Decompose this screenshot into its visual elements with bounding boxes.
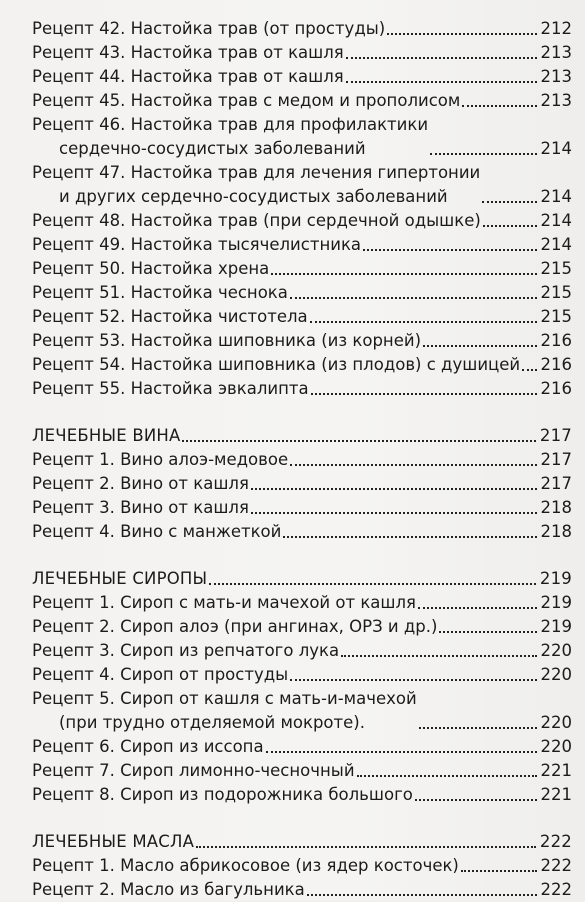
section-heading-title: ЛЕЧЕБНЫЕ СИРОПЫ bbox=[32, 569, 208, 588]
dot-leader bbox=[209, 583, 536, 585]
toc-entry bbox=[32, 496, 572, 520]
page-number: 213 bbox=[540, 67, 572, 86]
toc-entry bbox=[32, 353, 572, 377]
page-number: 220 bbox=[540, 665, 572, 684]
dot-leader bbox=[423, 345, 536, 347]
page-number: 215 bbox=[540, 283, 572, 302]
dot-leader bbox=[357, 775, 537, 777]
dot-leader bbox=[346, 81, 537, 83]
entry-continuation-line: и других сердечно-сосудистых заболеваний bbox=[59, 187, 448, 206]
dot-leader bbox=[251, 512, 537, 514]
toc-entry bbox=[32, 663, 572, 687]
entry-title bbox=[32, 353, 520, 377]
entry-line: Рецепт 52. Настойка чистотела bbox=[32, 307, 308, 326]
dot-leader bbox=[290, 297, 537, 299]
entry-line: Рецепт 2. Сироп алоэ (при ангинах, ОРЗ и др.) bbox=[32, 617, 438, 636]
page-number: 219 bbox=[540, 593, 572, 612]
dot-leader bbox=[461, 870, 537, 872]
dot-leader bbox=[483, 225, 537, 227]
toc-entry bbox=[32, 281, 572, 305]
entry-title bbox=[32, 496, 249, 520]
entry-title bbox=[32, 209, 481, 233]
toc-section bbox=[32, 401, 572, 544]
page-number: 219 bbox=[539, 569, 572, 588]
dot-leader bbox=[430, 153, 536, 155]
page-number: 219 bbox=[540, 617, 572, 636]
page-number: 215 bbox=[540, 259, 572, 278]
entry-title bbox=[32, 639, 339, 663]
entry-line: Рецепт 53. Настойка шиповника (из корней) bbox=[32, 331, 422, 350]
dot-leader bbox=[419, 727, 537, 729]
entry-title bbox=[32, 161, 480, 209]
toc-entry bbox=[32, 305, 572, 329]
toc-entry bbox=[32, 329, 572, 353]
page-number: 214 bbox=[540, 211, 572, 230]
dot-leader bbox=[418, 607, 537, 609]
page-number: 221 bbox=[540, 761, 572, 780]
entry-title bbox=[32, 281, 288, 305]
entry-line: Рецепт 1. Вино алоэ-медовое bbox=[32, 450, 289, 469]
toc-entry bbox=[32, 257, 572, 281]
toc-entry bbox=[32, 89, 572, 113]
toc-entry bbox=[32, 520, 572, 544]
section-gap bbox=[32, 807, 572, 830]
entry-line: Рецепт 1. Сироп с мать-и мачехой от кашля bbox=[32, 593, 416, 612]
page-number: 217 bbox=[539, 426, 572, 445]
dot-leader bbox=[363, 249, 536, 251]
dot-leader bbox=[439, 631, 536, 633]
entry-line: Рецепт 5. Сироп от кашля с мать-и-мачехой bbox=[32, 689, 417, 708]
entry-title bbox=[32, 854, 459, 878]
dot-leader bbox=[387, 33, 536, 35]
toc-entry bbox=[32, 615, 572, 639]
entry-line: Рецепт 49. Настойка тысячелистника bbox=[32, 235, 362, 254]
toc-entry bbox=[32, 17, 572, 41]
entry-line: Рецепт 44. Настойка трав от кашля bbox=[32, 67, 344, 86]
entry-title bbox=[32, 233, 361, 257]
entry-line: Рецепт 48. Настойка трав (при сердечной одышке) bbox=[32, 211, 481, 230]
entry-title bbox=[32, 65, 344, 89]
toc-entry bbox=[32, 233, 572, 257]
page-number: 222 bbox=[539, 832, 572, 851]
entry-line: Рецепт 46. Настойка трав для профилактики bbox=[32, 115, 429, 134]
dot-leader bbox=[283, 536, 536, 538]
toc-section bbox=[32, 807, 572, 902]
entry-title bbox=[32, 520, 281, 544]
toc-section bbox=[32, 544, 572, 807]
toc-entry bbox=[32, 639, 572, 663]
section-gap bbox=[32, 544, 572, 567]
section-heading-title: ЛЕЧЕБНЫЕ МАСЛА bbox=[32, 832, 195, 851]
page-number: 217 bbox=[540, 474, 572, 493]
page-number: 220 bbox=[540, 713, 572, 732]
entry-line: Рецепт 3. Сироп из репчатого лука bbox=[32, 641, 340, 660]
entry-line: Рецепт 55. Настойка эвкалипта bbox=[32, 379, 309, 398]
page-number: 220 bbox=[540, 737, 572, 756]
dot-leader bbox=[266, 751, 537, 753]
page-number: 216 bbox=[540, 331, 572, 350]
entry-continuation-line: сердечно-сосудистых заболеваний bbox=[59, 139, 366, 158]
entry-line: Рецепт 4. Сироп от простуды bbox=[32, 665, 289, 684]
entry-title bbox=[32, 377, 309, 401]
dot-leader bbox=[415, 799, 537, 801]
toc-entry bbox=[32, 448, 572, 472]
entry-title bbox=[32, 783, 413, 807]
entry-title bbox=[32, 329, 421, 353]
entry-title bbox=[32, 41, 344, 65]
entry-line: Рецепт 54. Настойка шиповника (из плодов) с душицей bbox=[32, 355, 521, 374]
page-number: 217 bbox=[540, 450, 572, 469]
page-number: 213 bbox=[540, 43, 572, 62]
entry-line: Рецепт 3. Вино от кашля bbox=[32, 498, 249, 517]
dot-leader bbox=[290, 464, 536, 466]
entry-line: Рецепт 2. Масло из багульника bbox=[32, 880, 305, 899]
toc-entry bbox=[32, 759, 572, 783]
entry-title bbox=[32, 472, 249, 496]
page-number: 220 bbox=[540, 641, 572, 660]
toc-entry bbox=[32, 591, 572, 615]
section-heading bbox=[32, 424, 572, 448]
entry-line: Рецепт 45. Настойка трав с медом и прополисом bbox=[32, 91, 461, 110]
entry-line: Рецепт 7. Сироп лимонно-чесночный bbox=[32, 761, 355, 780]
entry-line: Рецепт 8. Сироп из подорожника большого bbox=[32, 785, 413, 804]
section-gap bbox=[32, 401, 572, 424]
page-number: 216 bbox=[540, 379, 572, 398]
toc-entry bbox=[32, 783, 572, 807]
entry-title bbox=[32, 687, 417, 735]
page-number: 222 bbox=[540, 880, 572, 899]
entry-title bbox=[32, 17, 385, 41]
page-number: 213 bbox=[540, 91, 572, 110]
dot-leader bbox=[182, 440, 535, 442]
entry-line: Рецепт 2. Вино от кашля bbox=[32, 474, 249, 493]
entry-title bbox=[32, 305, 308, 329]
entry-title bbox=[32, 591, 416, 615]
entry-title bbox=[32, 615, 437, 639]
section-heading bbox=[32, 830, 572, 854]
dot-leader bbox=[310, 321, 537, 323]
entry-title bbox=[32, 448, 288, 472]
dot-leader bbox=[271, 273, 536, 275]
dot-leader bbox=[196, 846, 536, 848]
toc-entry bbox=[32, 687, 572, 735]
entry-line: Рецепт 47. Настойка трав для лечения гипертонии bbox=[32, 163, 481, 182]
section-heading-title: ЛЕЧЕБНЫЕ ВИНА bbox=[32, 426, 181, 445]
dot-leader bbox=[482, 201, 536, 203]
entry-title bbox=[32, 735, 264, 759]
toc-entry bbox=[32, 113, 572, 161]
table-of-contents bbox=[32, 17, 572, 902]
toc-section bbox=[32, 17, 572, 401]
toc-entry bbox=[32, 41, 572, 65]
dot-leader bbox=[522, 369, 536, 371]
section-heading bbox=[32, 567, 572, 591]
toc-entry bbox=[32, 854, 572, 878]
page-number: 218 bbox=[540, 498, 572, 517]
entry-line: Рецепт 51. Настойка чеснока bbox=[32, 283, 288, 302]
page-number: 218 bbox=[540, 522, 572, 541]
page-number: 221 bbox=[540, 785, 572, 804]
dot-leader bbox=[311, 393, 537, 395]
page-number: 214 bbox=[540, 235, 572, 254]
toc-entry bbox=[32, 209, 572, 233]
dot-leader bbox=[341, 655, 536, 657]
dot-leader bbox=[307, 894, 537, 896]
page-number: 214 bbox=[540, 187, 572, 206]
toc-entry bbox=[32, 377, 572, 401]
entry-title bbox=[32, 759, 355, 783]
dot-leader bbox=[290, 679, 536, 681]
entry-title bbox=[32, 257, 269, 281]
toc-entry bbox=[32, 878, 572, 902]
page-number: 215 bbox=[540, 307, 572, 326]
entry-line: Рецепт 1. Масло абрикосовое (из ядер косточек) bbox=[32, 856, 459, 875]
toc-entry bbox=[32, 472, 572, 496]
page-number: 222 bbox=[540, 856, 572, 875]
toc-entry bbox=[32, 161, 572, 209]
entry-title bbox=[32, 878, 305, 902]
entry-title bbox=[32, 89, 460, 113]
toc-entry bbox=[32, 65, 572, 89]
entry-line: Рецепт 42. Настойка трав (от простуды) bbox=[32, 19, 386, 38]
dot-leader bbox=[251, 488, 537, 490]
entry-continuation-line: (при трудно отделяемой мокроте). bbox=[59, 713, 365, 732]
entry-line: Рецепт 50. Настойка хрена bbox=[32, 259, 270, 278]
entry-title bbox=[32, 113, 428, 161]
page-number: 216 bbox=[540, 355, 572, 374]
entry-line: Рецепт 4. Вино с манжеткой bbox=[32, 522, 282, 541]
page-number: 214 bbox=[540, 139, 572, 158]
entry-title bbox=[32, 663, 288, 687]
entry-line: Рецепт 43. Настойка трав от кашля bbox=[32, 43, 344, 62]
page-number: 212 bbox=[540, 19, 572, 38]
dot-leader bbox=[462, 105, 536, 107]
dot-leader bbox=[346, 57, 537, 59]
entry-line: Рецепт 6. Сироп из иссопа bbox=[32, 737, 264, 756]
toc-entry bbox=[32, 735, 572, 759]
